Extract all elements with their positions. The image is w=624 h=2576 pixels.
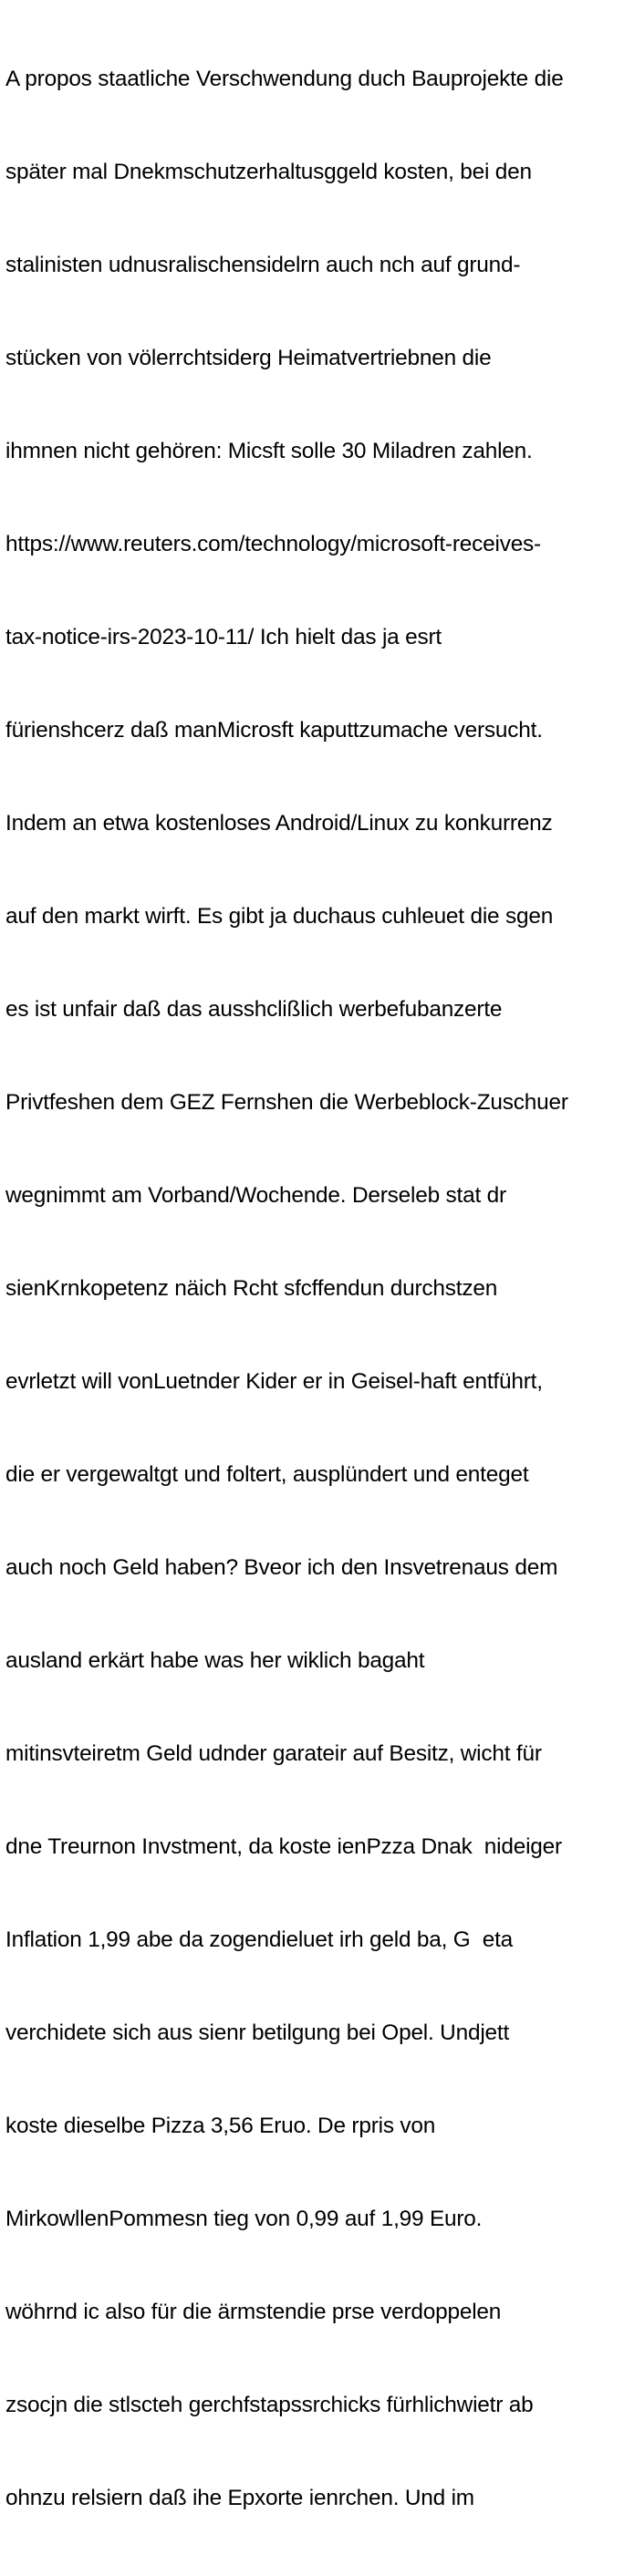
text-line: verchidete sich aus sienr betilgung bei Opel. Undjett [5, 2020, 510, 2045]
text-line: Inflation 1,99 abe da zogendieluet irh geld ba, G eta [5, 1927, 514, 1952]
text-line: evrletzt will vonLuetnder Kider er in Geisel-haft entführt, [5, 1369, 543, 1394]
text-line: stalinisten udnusralischensidelrn auch nch auf grund- [5, 253, 521, 277]
text-line: die er vergewaltgt und foltert, ausplündert und enteget [5, 1462, 529, 1487]
text-line: es ist unfair daß das ausshclißlich werbefubanzerte [5, 997, 503, 1022]
text-line: fürienshcerz daß manMicrosft kaputtzumache versucht. [5, 718, 543, 743]
text-line: koste dieselbe Pizza 3,56 Eruo. De rpris von [5, 2114, 436, 2138]
text-line: auch noch Geld haben? Bveor ich den Insvetrenaus dem [5, 1555, 558, 1580]
text-line: Privtfeshen dem GEZ Fernshen die Werbeblock-Zuschuer [5, 1090, 568, 1115]
text-line: ihmnen nicht gehören: Micsft solle 30 Miladren zahlen. [5, 439, 533, 463]
text-line: ohnzu relsiern daß ihe Epxorte ienrchen. Und im [5, 2486, 474, 2510]
text-line: später mal Dnekmschutzerhaltusggeld kosten, bei den [5, 160, 532, 184]
text-line: ausland erkärt habe was her wiklich bagaht [5, 1648, 425, 1673]
text-line: mitinsvteiretm Geld udnder garateir auf Besitz, wicht für [5, 1741, 542, 1766]
text-line: dne Treurnon Invstment, da koste ienPzza Dnak nideiger [5, 1834, 562, 1859]
text-line: MirkowllenPommesn tieg von 0,99 auf 1,99 Euro. [5, 2207, 483, 2231]
link-text-line: tax-notice-irs-2023-10-11/ Ich hielt das ja esrt [5, 625, 442, 649]
text-line: Indem an etwa kostenloses Android/Linux zu konkurrenz [5, 811, 553, 836]
body-text [5, 0, 619, 2576]
text-line: zsocjn die stlscteh gerchfstapssrchicks fürhlichwietr ab [5, 2393, 534, 2417]
text-line: auf den markt wirft. Es gibt ja duchaus cuhleuet die sgen [5, 904, 554, 929]
text-line: wegnimmt am Vorband/Wochende. Derseleb stat dr [5, 1183, 506, 1208]
text-line: stücken von völerrchtsiderg Heimatvertriebnen die [5, 346, 492, 370]
text-line: sienKrnkopetenz näich Rcht sfcffendun durchstzen [5, 1276, 498, 1301]
text-line: A propos staatliche Verschwendung duch Bauprojekte die [5, 67, 564, 91]
link-text-line: https://www.reuters.com/technology/microsoft-receives- [5, 532, 541, 556]
text-line: wöhrnd ic also für die ärmstendie prse verdoppelen [5, 2300, 502, 2324]
